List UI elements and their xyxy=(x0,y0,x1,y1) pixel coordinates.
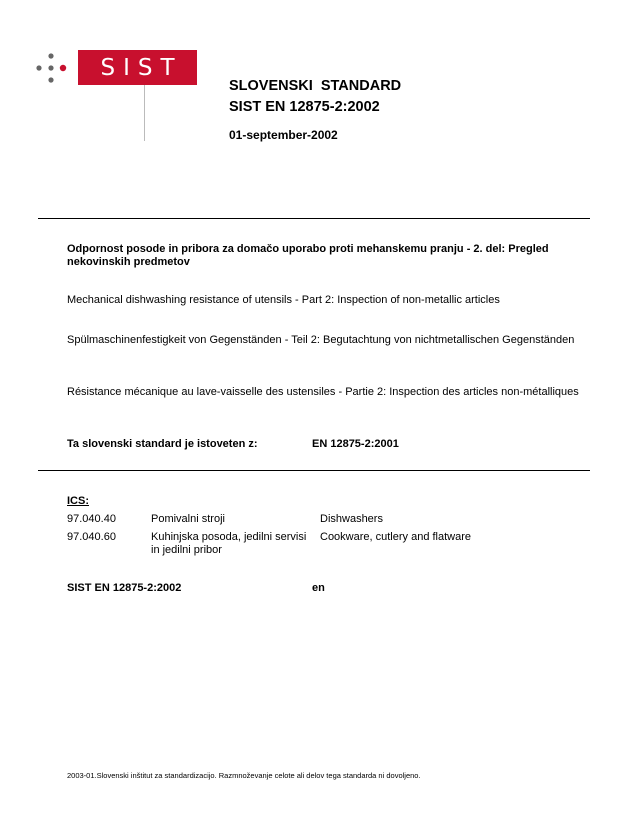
standard-header xyxy=(229,76,401,118)
equivalence-label: Ta slovenski standard je istoveten z: xyxy=(67,438,258,450)
standard-language: en xyxy=(312,582,325,594)
standard-code: SIST EN 12875-2:2002 xyxy=(67,582,182,594)
logo-box xyxy=(78,50,197,85)
ics-code: 97.040.40 xyxy=(67,513,116,525)
title-slovenian: Odpornost posode in pribora za domačo uporabo proti mehanskemu pranju - 2. del: Pregled nekovinskih predmetov xyxy=(67,243,549,268)
publication-date: 01-september-2002 xyxy=(229,128,338,142)
logo-dots-icon xyxy=(35,50,67,86)
header-line-1: SLOVENSKI STANDARD xyxy=(229,78,402,94)
copyright-footer: 2003-01.Slovenski inštitut za standardizacijo. Razmnoževanje celote ali delov tega standarda ni dovoljeno. xyxy=(67,771,421,780)
logo-text: SIST xyxy=(100,54,183,81)
ics-slovenian: Pomivalni stroji xyxy=(151,513,225,525)
logo-divider xyxy=(144,85,145,141)
sist-logo xyxy=(35,50,183,95)
ics-english: Cookware, cutlery and flatware xyxy=(320,531,472,543)
top-rule xyxy=(38,218,590,219)
ics-label: ICS: xyxy=(67,495,89,507)
ics-english: Dishwashers xyxy=(320,513,383,525)
title-french: Résistance mécanique au lave-vaisselle des ustensiles - Partie 2: Inspection des articles non-métalliques xyxy=(67,386,579,398)
title-german: Spülmaschinenfestigkeit von Gegenständen - Teil 2: Begutachtung von nichtmetallischen Gegenständen xyxy=(67,334,575,346)
ics-slovenian: Kuhinjska posoda, jedilni servisi in jedilni pribor xyxy=(151,531,307,556)
header-line-2: SIST EN 12875-2:2002 xyxy=(229,99,380,115)
ics-code: 97.040.60 xyxy=(67,531,116,543)
equivalence-value: EN 12875-2:2001 xyxy=(312,438,399,450)
title-english: Mechanical dishwashing resistance of utensils - Part 2: Inspection of non-metallic articles xyxy=(67,294,500,306)
middle-rule xyxy=(38,470,590,471)
